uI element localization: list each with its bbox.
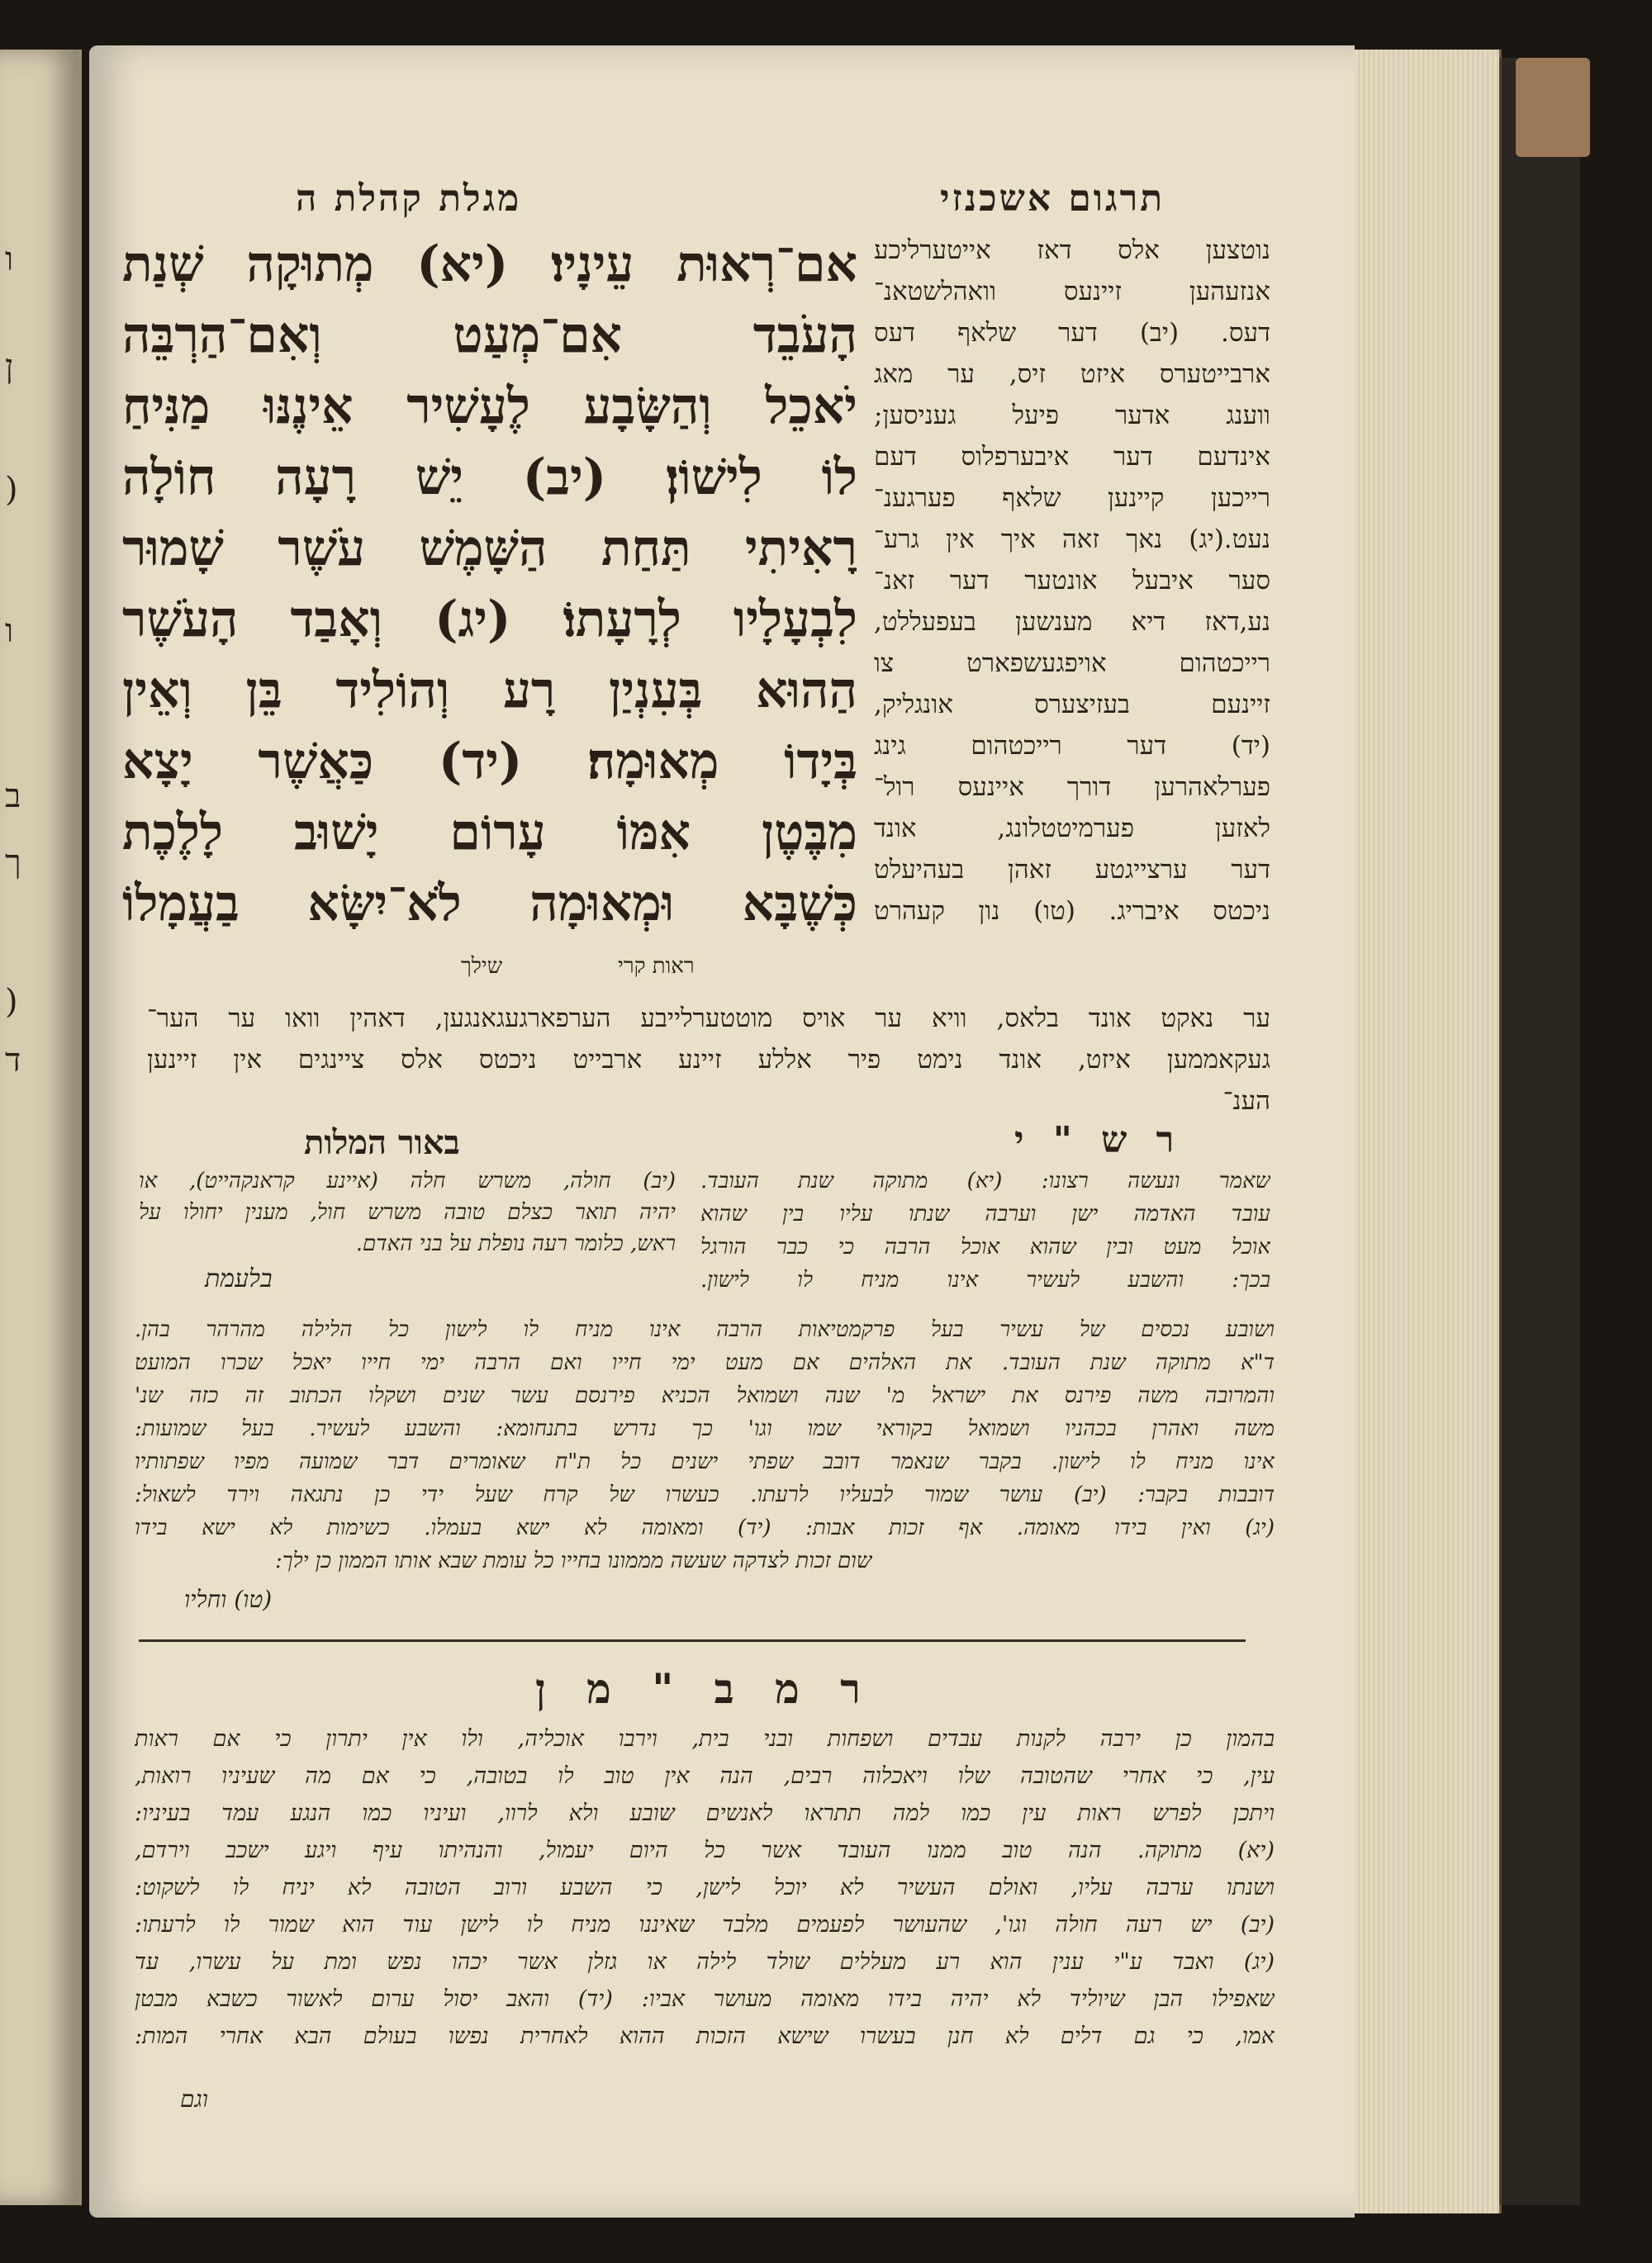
- previous-page-edge: [0, 50, 82, 2205]
- rashi-line: בכך: והשבע לעשיר אינו מניח לו לישון.: [700, 1268, 1270, 1293]
- rashi-line: דובבות בקבר: (יב) עושר שמור לבעליו לרעתו. כעשרו של קרח שעל ידי כן נתגאה וירד לשאול:: [135, 1483, 1275, 1507]
- translation-column: [874, 235, 1270, 962]
- page-fragment: ב: [5, 777, 21, 815]
- rashi-line: ושובע נכסים של עשיר בעל פרקמטיאות הרבה אינו מניח לו לישון כל הלילה מהרהר בהן.: [135, 1317, 1275, 1342]
- ramban-line: בהמון כן ירבה לקנות עבדים ושפחות ובני בית, וירבו אוכליה, ולו אין יתרון כי אם ראות: [135, 1726, 1275, 1752]
- ramban-line: (יב) יש רעה חולה וגו', שהעושר לפעמים מלבד שאיננו מניח לו לישן עוד הוא שמור לו לרעתו:: [135, 1912, 1275, 1938]
- cover-corner: [1516, 58, 1590, 157]
- verse-line: לִבְעָלָיו לְרָעָתוֹ׃ (יג) וְאָבַד הָעֹשֶׁר: [122, 591, 857, 648]
- running-head-left: מגלת קהלת ה: [296, 178, 522, 220]
- biur-title: באור המלות: [304, 1123, 460, 1162]
- rashi-line: שום זכות לצדקה שעשה מממונו בחייו כל עומת שבא אותו הממון כן ילך:: [275, 1549, 872, 1573]
- translation-line: ער נאקט אונד בלאס, וויא ער אויס מוטטערלייבע הערפארגעגאנגען, דאהין וואו ער הער־: [147, 1003, 1270, 1033]
- rashi-line: שאמר ונעשה רצונו: (יא) מתוקה שנת העובד.: [700, 1169, 1270, 1193]
- verse-column: [122, 235, 857, 962]
- section-divider: [139, 1639, 1246, 1642]
- rashi-line: משה ואהרן בכהניו ושמואל בקוראי שמו וגו' כך נדרש בתנחומא: והשבע לעשיר. בעל שמועות:: [135, 1416, 1275, 1441]
- book-page: [89, 45, 1355, 2218]
- translation-line: זיינעם בעזיצערס אונגליק,: [874, 690, 1270, 719]
- ramban-line: אמו, כי גם דלים לא חנן בעשרו שישא הזכות ההוא לאחרית נפשו בעולם הבא אחרי המות:: [135, 2023, 1275, 2049]
- verse-line: כְּשֶׁבָּא וּמְאוּמָה לֹא־יִשָּׂא בַעֲמָלוֹ: [122, 875, 857, 932]
- ramban-line: (יא) מתוקה. הנה טוב ממנו העובד אשר כל היום יעמול, והנהיתו עיף ויגע ישכב וירדם,: [135, 1838, 1275, 1863]
- translation-line: ווענג אדער פיעל געניסען;: [874, 401, 1270, 430]
- rashi-title: ר ש " י: [1014, 1119, 1183, 1161]
- verse-line: רָאִיתִי תַּחַת הַשָּׁמֶשׁ עֹשֶׁר שָׁמוּר: [122, 519, 857, 577]
- translation-line: לאזען פערמיטטלונג, אונד: [874, 814, 1270, 843]
- verse-line: הַהוּא בְּעִנְיַן רָע וְהוֹלִיד בֵּן וְאֵין: [122, 662, 857, 719]
- page-fragment: ן: [5, 348, 14, 386]
- verse-line: בְּיָדוֹ מְאוּמָה׃ (יד) כַּאֲשֶׁר יָצָא: [122, 733, 857, 790]
- keri-note: ראות קרי: [618, 954, 695, 979]
- catchword: וגם: [180, 2085, 208, 2113]
- translation-line: (יד) דער רייכטהום גינג: [874, 731, 1270, 761]
- rashi-line: והמרובה משה פירנס את ישראל מ' שנה ושמואל הכניא פירנסם עשר שנים ושקלו הכתוב זה כזה שנ': [135, 1383, 1275, 1408]
- page-block-edge: [1351, 50, 1502, 2213]
- page-fragment: ו: [5, 240, 14, 278]
- translation-line: רייכען קיינען שלאף פערגענ־: [874, 483, 1270, 513]
- translation-line: אינדעם דער איבערפלוס דעם: [874, 442, 1270, 472]
- translation-line: נעט.(יג) נאך זאה איך אין גרע־: [874, 524, 1270, 554]
- translation-line: דעס. (יב) דער שלאף דעס: [874, 318, 1270, 348]
- verse-line: אם־רְאוּת עֵינָיו׃ (יא) מְתוּקָה שְׁנַת: [122, 235, 857, 293]
- ramban-line: שאפילו הבן שיוליד לא יהיה בידו מאומה מעושר אביו: (יד) והאב יסול ערום לאשור כשבא מבטן: [135, 1986, 1275, 2012]
- rashi-column: [700, 1169, 1270, 1317]
- page-fragment: ד: [5, 1041, 21, 1079]
- translation-line: סער איבעל אונטער דער זאנ־: [874, 566, 1270, 595]
- rashi-full-width: [135, 1317, 1275, 1631]
- page-fragment: (: [5, 471, 18, 509]
- translation-line: הענ־: [1222, 1086, 1270, 1116]
- ramban-title: ר מ ב " מ ן: [535, 1664, 874, 1713]
- rashi-line: (יג) ואין בידו מאומה. אף זכות אבות: (יד) ומאומה לא ישא בעמלו. כשימות לא ישא בידו: [135, 1516, 1275, 1540]
- rashi-line: אינו מניח לו לישון. בקבר שנאמר דובב שפתי ישנים כל ת"ח שאומרים דבר שמועה מפיו שפתותיו: [135, 1449, 1275, 1474]
- page-fragment: ו: [5, 612, 14, 650]
- verse-line: הָעֹבֵד אִם־מְעַט וְאִם־הַרְבֵּה: [122, 306, 857, 364]
- ramban-line: ושנתו ערבה עליו, ואולם העשיר לא יוכל לישן, כי השבע ורוב הטובה לא יניח לו לשקוט:: [135, 1875, 1275, 1900]
- biur-line: ראש, כלומר רעה נופלת על בני האדם.: [355, 1231, 676, 1256]
- translation-full-width: [147, 1003, 1270, 1127]
- biur-catchword: בלעמת: [205, 1264, 273, 1293]
- translation-line: ניכטס איבריג. (טו) נון קעהרט: [874, 896, 1270, 926]
- biur-line: (יב) חולה, משרש חלה (איינע קראנקהייט), או: [139, 1169, 676, 1193]
- verse-line: יֹאכֵל וְהַשָּׂבָע לֶעָשִׁיר אֵינֶנּוּ מַנִּיחַ: [122, 377, 857, 435]
- translation-line: רייכטהום אויפגעשפארט צו: [874, 648, 1270, 678]
- running-head-right: תרגום אשכנזי: [940, 178, 1165, 220]
- translation-line: אנזעהען זיינעס וואהלשטאנ־: [874, 277, 1270, 306]
- rashi-line: ד"א מתוקה שנת העובד. את האלהים אם מעט ימי חייו ואם הרבה ימי חייו יאכל שכרו המועט: [135, 1350, 1275, 1375]
- translation-line: פערלאהרען דורך איינעס רול־: [874, 772, 1270, 802]
- biur-line: יהיה תואר כצלם טובה משרש חול, מענין יחולו על: [139, 1200, 676, 1225]
- rashi-line: עובד האדמה ישן וערבה שנתו עליו בין שהוא: [700, 1202, 1270, 1226]
- keri-word: שילך: [461, 954, 503, 979]
- translation-line: ארבייטערס איזט זיס, ער מאג: [874, 359, 1270, 389]
- page-fragment: (: [5, 983, 18, 1021]
- ramban-line: עין, כי אחרי שהטובה שלו ויאכלוה רבים, הנה אין טוב לו בטובה, כי אם מה שעיניו רואות,: [135, 1763, 1275, 1789]
- page-fragment: ך: [5, 843, 21, 881]
- ramban-line: (יג) ואבד ע"י ענין הוא רע מעללים שולד לילה או גזלן אשר יכהו נפש ומת על עשרו, עד: [135, 1949, 1275, 1975]
- biur-column: [139, 1169, 676, 1317]
- translation-line: נוטצען אלס דאז אייטערליכע: [874, 235, 1270, 265]
- rashi-catchword: (טו) וחליו: [184, 1586, 273, 1613]
- verse-line: לוֹ לִישׁוֹן׃ (יב) יֵשׁ רָעָה חוֹלָה: [122, 448, 857, 506]
- translation-line: געקאממען איזט, אונד נימט פיר אללע זיינע ארבייט ניכטס אלס ציינגים אין זיינען: [147, 1045, 1270, 1075]
- ramban-body: [135, 1726, 1275, 2073]
- translation-line: דער ערצייגטע זאהן בעהיעלט: [874, 855, 1270, 885]
- ramban-line: ויתכן לפרש ראות עין כמו למה תתראו לאנשים שובע ולא לרוו, ועיניו כמו הנגע עמד בעיניו:: [135, 1800, 1275, 1826]
- verse-line: מִבֶּטֶן אִמּוֹ עָרוֹם יָשׁוּב לָלֶכֶת: [122, 804, 857, 861]
- rashi-line: אוכל מעט ובין שהוא אוכל הרבה כי כבר הורגל: [700, 1235, 1270, 1260]
- book-cover: [1499, 58, 1580, 2205]
- translation-line: נע,דאז דיא מענשען בעפעללט,: [874, 607, 1270, 637]
